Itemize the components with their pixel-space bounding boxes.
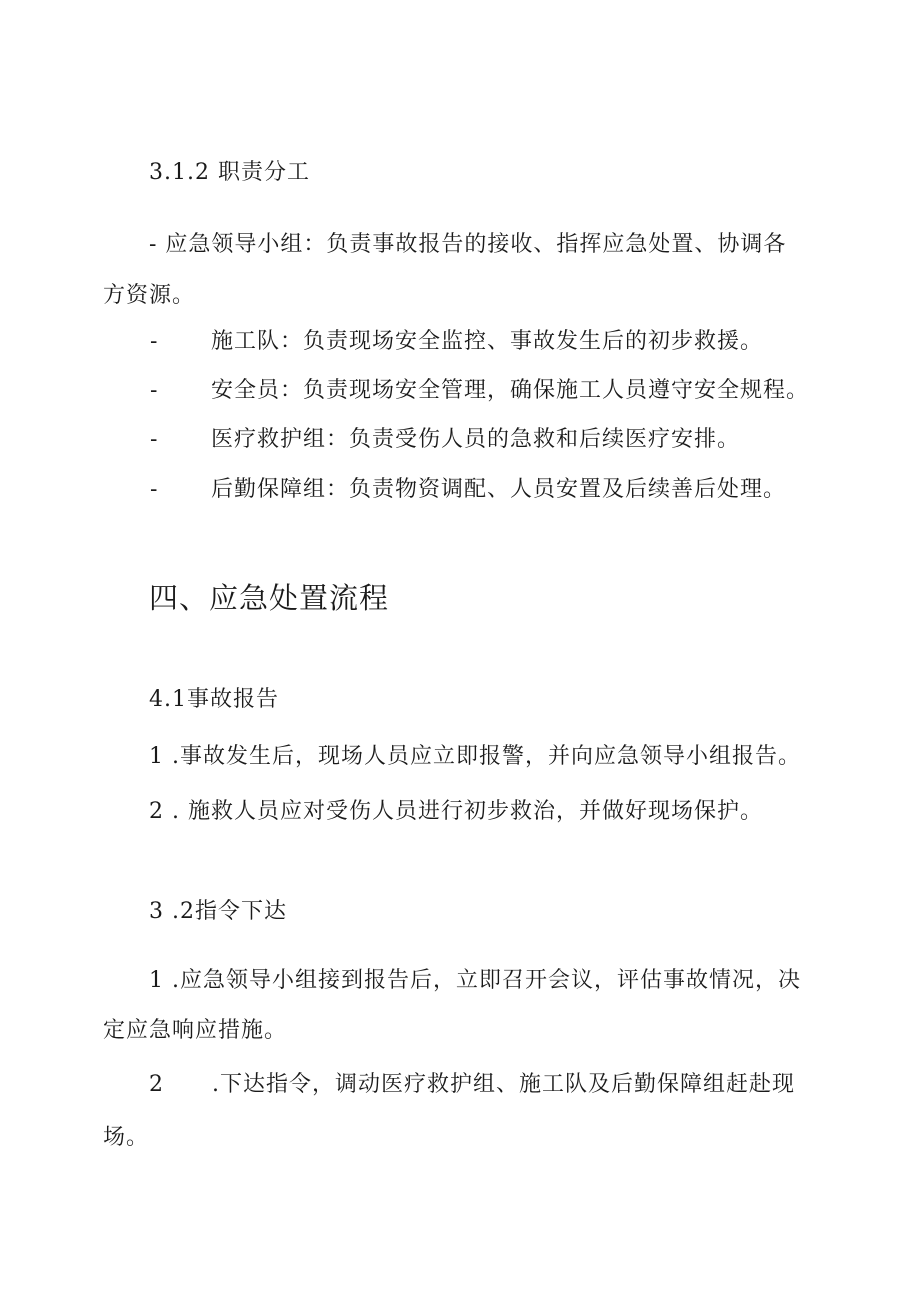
list-item: 医疗救护组：负责受伤人员的急救和后续医疗安排。 [211, 427, 741, 452]
list-dash-marker: - [150, 329, 158, 354]
step-item-line-2: 场。 [103, 1125, 150, 1150]
list-item: 安全员：负责现场安全管理，确保施工人员遵守安全规程。 [211, 378, 810, 403]
lead-item-line-1: - 应急领导小组：负责事故报告的接收、指挥应急处置、协调各 [149, 232, 787, 257]
section-title-4-2: 3 .2指令下达 [149, 899, 287, 924]
step-number: 2 [149, 1072, 164, 1097]
list-dash-marker: - [150, 477, 158, 502]
step-item: 1 .事故发生后，现场人员应立即报警，并向应急领导小组报告。 [149, 744, 801, 769]
chapter-heading: 四、应急处置流程 [149, 581, 390, 615]
step-item-line-1: 1 .应急领导小组接到报告后，立即召开会议，评估事故情况，决 [149, 968, 801, 993]
step-item-line-2: 定应急响应措施。 [103, 1018, 288, 1043]
step-item-line-1: .下达指令，调动医疗救护组、施工队及后勤保障组赶赴现 [212, 1072, 795, 1097]
section-title-4-1: 4.1事故报告 [149, 687, 279, 712]
list-item: 后勤保障组：负责物资调配、人员安置及后续善后处理。 [211, 477, 787, 502]
list-dash-marker: - [150, 378, 158, 403]
list-item: 施工队：负责现场安全监控、事故发生后的初步救援。 [211, 329, 764, 354]
section-title-3-1-2: 3.1.2 职责分工 [149, 160, 310, 185]
lead-item-line-2: 方资源。 [103, 283, 196, 308]
list-dash-marker: - [150, 427, 158, 452]
step-item: 2 . 施救人员应对受伤人员进行初步救治，并做好现场保护。 [149, 799, 763, 824]
